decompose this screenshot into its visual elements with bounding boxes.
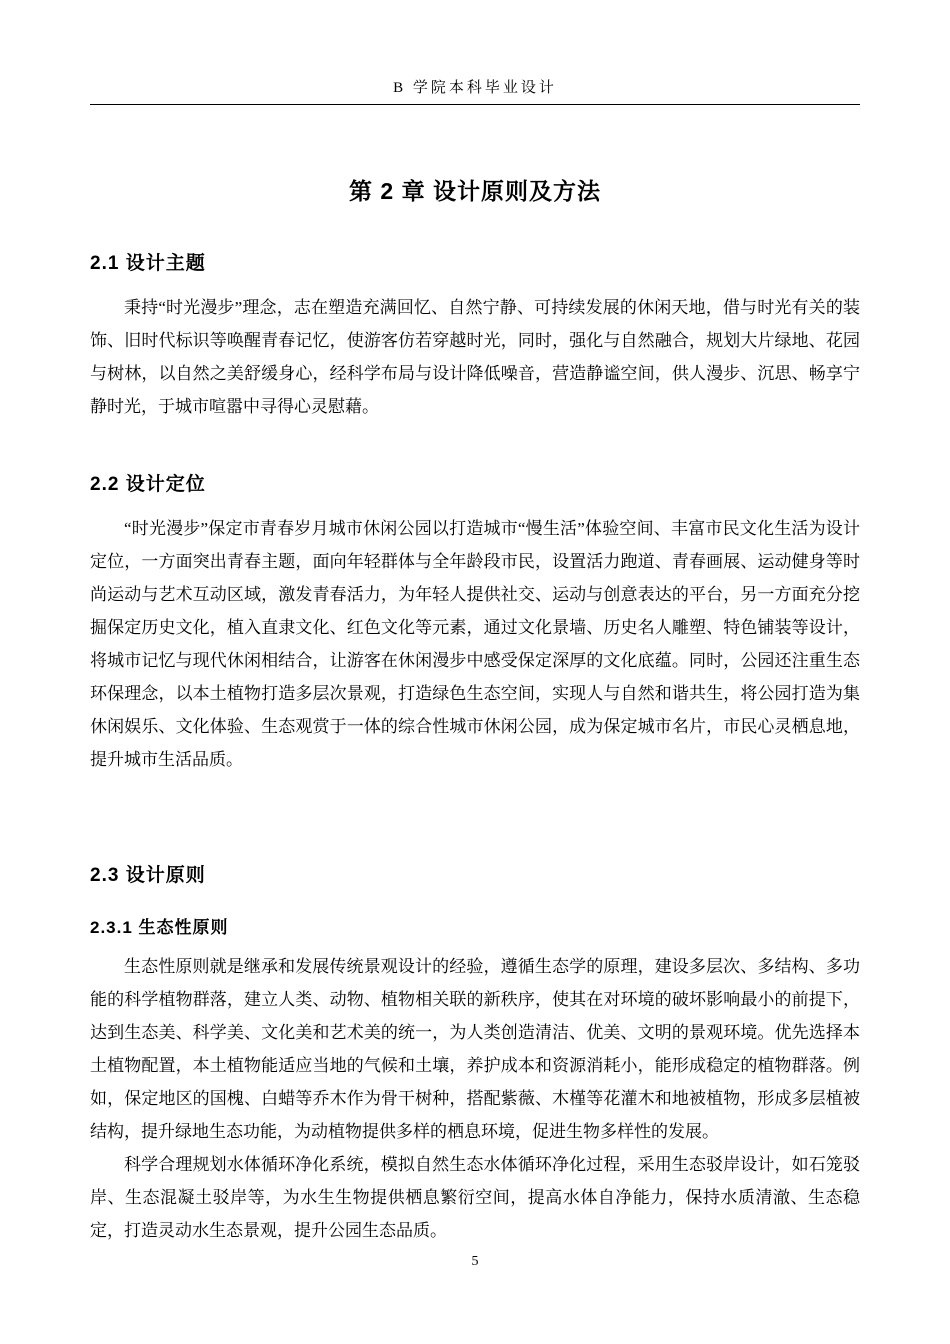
paragraph: 科学合理规划水体循环净化系统，模拟自然生态水体循环净化过程，采用生态驳岸设计，如石笼驳岸、生态混凝土驳岸等，为水生生物提供栖息繁衍空间，提高水体自净能力，保持水质清澈、生态稳定，打造灵动水生态景观，提升公园生态品质。 [90,1155,860,1240]
section-heading-2-2: 2.2 设计定位 [90,474,206,495]
section-design-principles [90,860,860,1247]
paragraph: “时光漫步”保定市青春岁月城市休闲公园以打造城市“慢生活”体验空间、丰富市民文化生活为设计定位，一方面突出青春主题，面向年轻群体与全年龄段市民，设置活力跑道、青春画展、运动健身等时尚运动与艺术互动区域，激发青春活力，为年轻人提供社交、运动与创意表达的平台，另一方面充分挖掘保定历史文化，植入直隶文化、红色文化等元素，通过文化景墙、历史名人雕塑、特色铺装等设计，将城市记忆与现代休闲相结合，让游客在休闲漫步中感受保定深厚的文化底蕴。同时，公园还注重生态环保理念，以本土植物打造多层次景观，打造绿色生态空间，实现人与自然和谐共生，将公园打造为集休闲娱乐、文化体验、生态观赏于一体的综合性城市休闲公园，成为保定城市名片，市民心灵栖息地，提升城市生活品质。 [90,519,860,769]
section-heading-2-3: 2.3 设计原则 [90,865,206,886]
subsection-heading-2-3-1: 2.3.1 生态性原则 [90,918,229,937]
paragraph: 秉持“时光漫步”理念，志在塑造充满回忆、自然宁静、可持续发展的休闲天地，借与时光有关的装饰、旧时代标识等唤醒青春记忆，使游客仿若穿越时光，同时，强化与自然融合，规划大片绿地、花园与树林，以自然之美舒缓身心，经科学布局与设计降低噪音，营造静谧空间，供人漫步、沉思、畅享宁静时光，于城市喧嚣中寻得心灵慰藉。 [90,298,860,416]
section-design-positioning [90,469,860,776]
page-number: 5 [471,1254,479,1269]
page-header [90,76,860,105]
chapter-title: 第 2 章 设计原则及方法 [349,178,601,204]
section-design-theme [90,248,860,423]
header-text: B 学院本科毕业设计 [393,80,557,96]
section-heading-2-1: 2.1 设计主题 [90,253,206,274]
paragraph: 生态性原则就是继承和发展传统景观设计的经验，遵循生态学的原理，建设多层次、多结构、多功能的科学植物群落，建立人类、动物、植物相关联的新秩序，使其在对环境的破坏影响最小的前提下，达到生态美、科学美、文化美和艺术美的统一，为人类创造清洁、优美、文明的景观环境。优先选择本土植物配置，本土植物能适应当地的气候和土壤，养护成本和资源消耗小，能形成稳定的植物群落。例如，保定地区的国槐、白蜡等乔木作为骨干树种，搭配紫薇、木槿等花灌木和地被植物，形成多层植被结构，提升绿地生态功能，为动植物提供多样的栖息环境，促进生物多样性的发展。 [90,957,860,1141]
subsection-ecological-principle [90,913,860,1247]
